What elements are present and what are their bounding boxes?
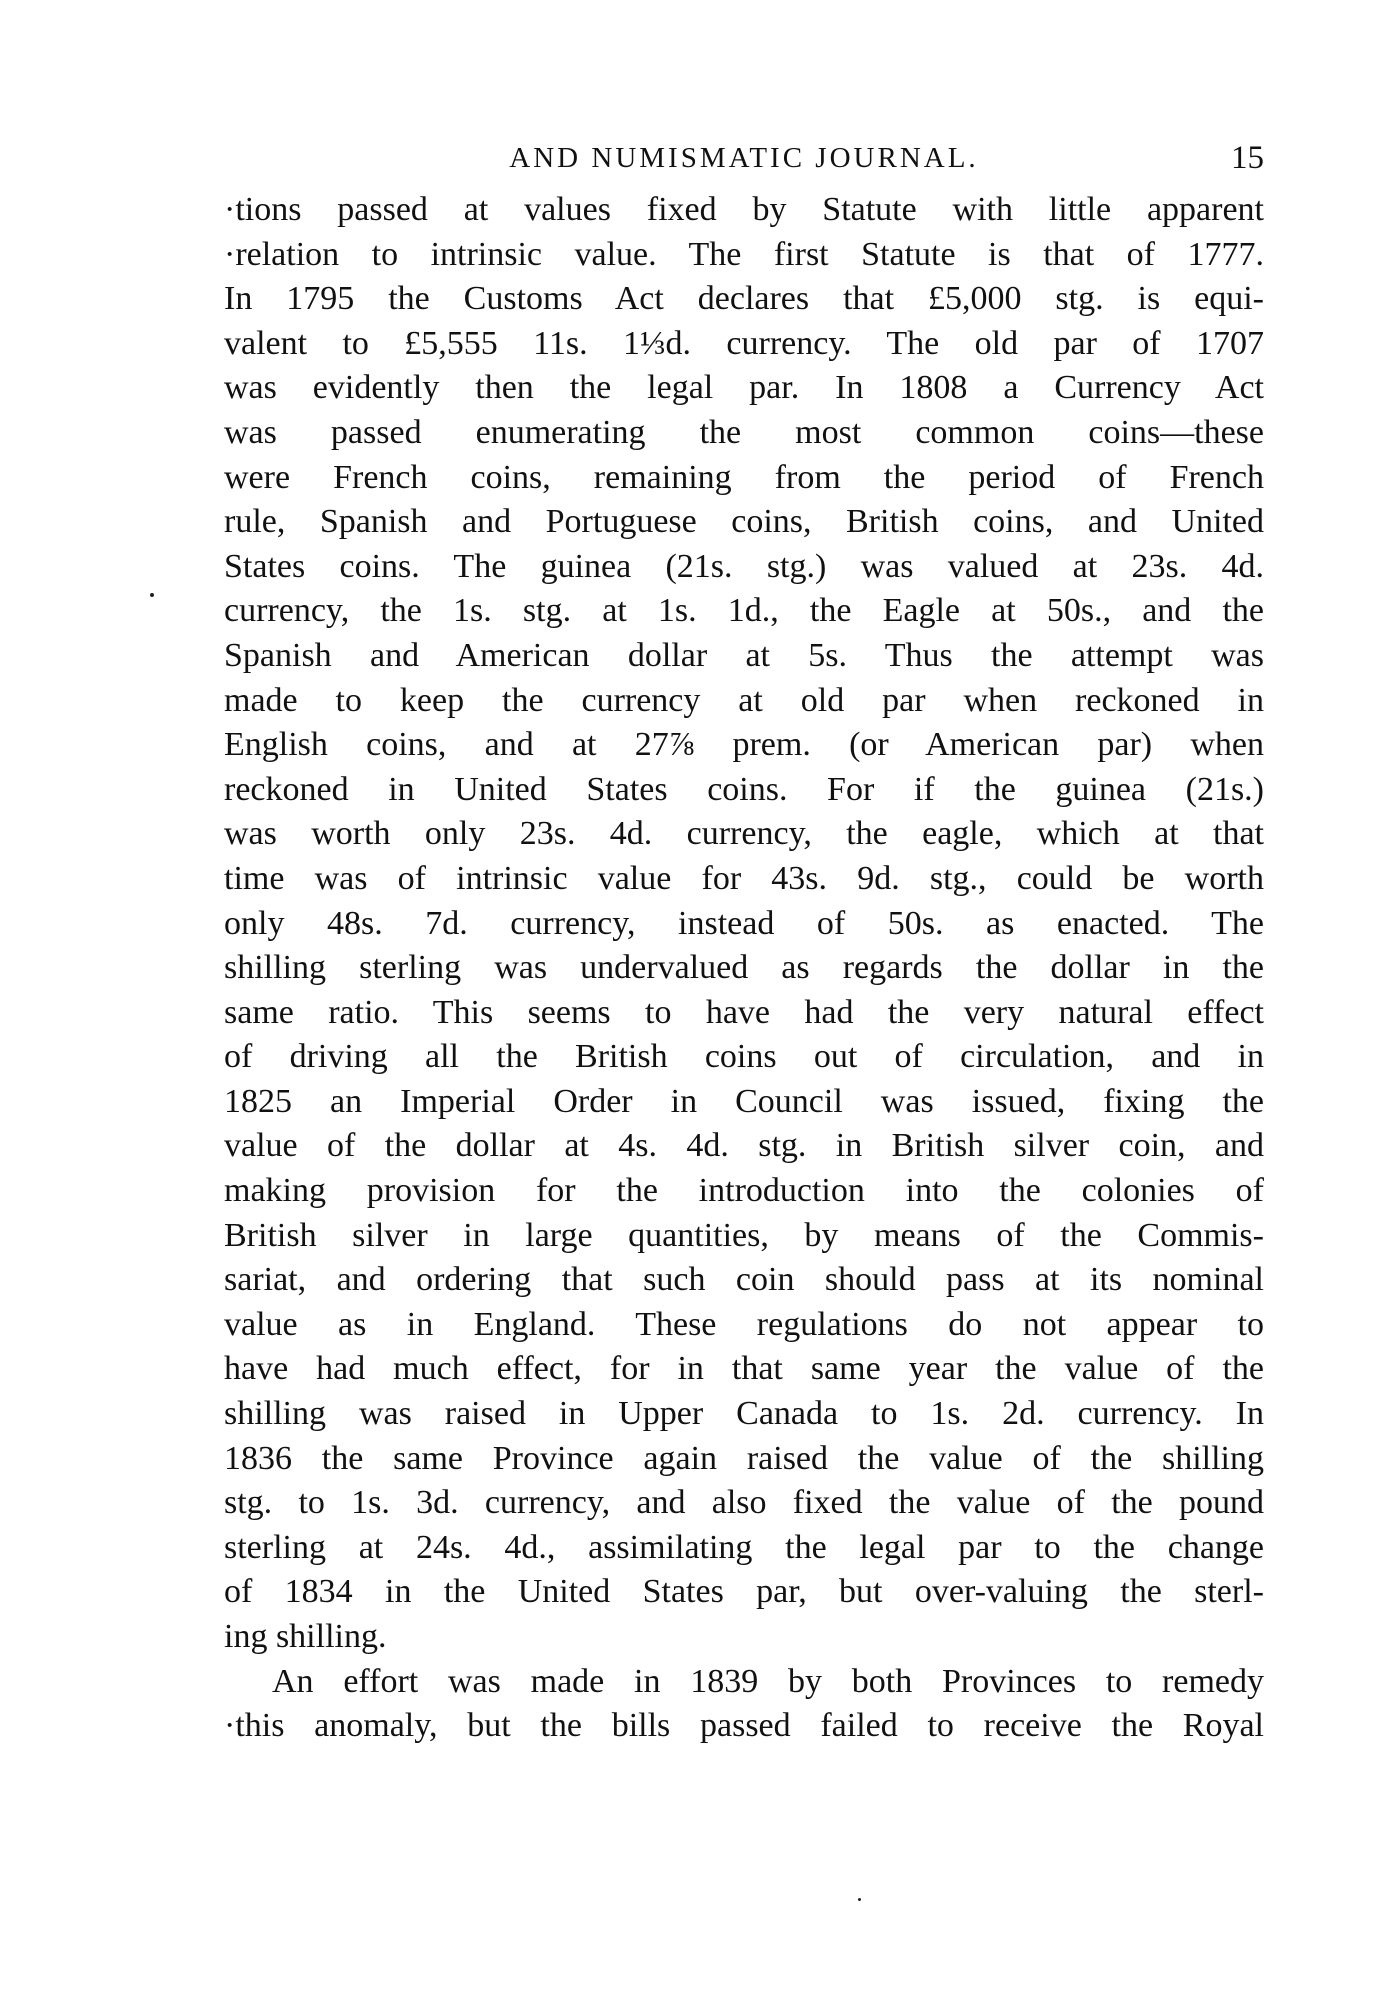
text-line: making provision for the introduction into the colonies of (224, 1172, 1264, 1210)
text-line: time was of intrinsic value for 43s. 9d. stg., could be worth (224, 859, 1264, 897)
text-line: stg. to 1s. 3d. currency, and also fixed the value of the pound (224, 1484, 1264, 1522)
text-line: ·relation to intrinsic value. The first Statute is that of 1777. (224, 235, 1264, 273)
margin-speck (858, 1898, 861, 1901)
text-line: sterling at 24s. 4d., assimilating the legal par to the change (224, 1528, 1264, 1566)
text-line: value of the dollar at 4s. 4d. stg. in British silver coin, and (224, 1127, 1264, 1165)
text-line: Spanish and American dollar at 5s. Thus the attempt was (224, 636, 1264, 674)
text-line: British silver in large quantities, by means of the Commis- (224, 1216, 1264, 1254)
text-line: shilling sterling was undervalued as regards the dollar in the (224, 949, 1264, 987)
text-line: ·tions passed at values fixed by Statute with little apparent (224, 191, 1264, 228)
text-line: States coins. The guinea (21s. stg.) was valued at 23s. 4d. (224, 547, 1264, 585)
text-line: was evidently then the legal par. In 1808 a Currency Act (224, 369, 1264, 407)
page-number: 15 (1231, 140, 1264, 176)
text-line: ing shilling. (224, 1618, 387, 1655)
text-line: of 1834 in the United States par, but over-valuing the sterl- (224, 1573, 1264, 1611)
running-title: AND NUMISMATIC JOURNAL. (509, 142, 979, 174)
text-line: sariat, and ordering that such coin should pass at its nominal (224, 1261, 1264, 1299)
text-line: was worth only 23s. 4d. currency, the eagle, which at that (224, 815, 1264, 853)
text-line: valent to £5,555 11s. 1⅓d. currency. The old par of 1707 (224, 324, 1264, 362)
text-line: have had much effect, for in that same year the value of the (224, 1350, 1264, 1388)
running-head (224, 136, 1264, 180)
body-text (224, 188, 1264, 1749)
text-line: 1825 an Imperial Order in Council was issued, fixing the (224, 1082, 1264, 1120)
text-line: made to keep the currency at old par when reckoned in (224, 681, 1264, 719)
text-line: ·this anomaly, but the bills passed failed to receive the Royal (224, 1707, 1264, 1745)
margin-speck (150, 593, 154, 597)
text-line: only 48s. 7d. currency, instead of 50s. as enacted. The (224, 904, 1264, 942)
text-line: value as in England. These regulations do not appear to (224, 1305, 1264, 1343)
paragraph-start-line: An effort was made in 1839 by both Provinces to remedy (272, 1662, 1264, 1700)
text-line: reckoned in United States coins. For if the guinea (21s.) (224, 770, 1264, 808)
text-line: shilling was raised in Upper Canada to 1s. 2d. currency. In (224, 1395, 1264, 1433)
text-line: In 1795 the Customs Act declares that £5,000 stg. is equi- (224, 280, 1264, 318)
text-line: same ratio. This seems to have had the very natural effect (224, 993, 1264, 1031)
text-line: English coins, and at 27⅞ prem. (or American par) when (224, 726, 1264, 764)
text-line: of driving all the British coins out of circulation, and in (224, 1038, 1264, 1076)
text-line: rule, Spanish and Portuguese coins, British coins, and United (224, 503, 1264, 541)
text-line: currency, the 1s. stg. at 1s. 1d., the Eagle at 50s., and the (224, 592, 1264, 630)
text-line: were French coins, remaining from the period of French (224, 458, 1264, 496)
text-line: 1836 the same Province again raised the value of the shilling (224, 1439, 1264, 1477)
text-line: was passed enumerating the most common coins—these (224, 413, 1264, 451)
